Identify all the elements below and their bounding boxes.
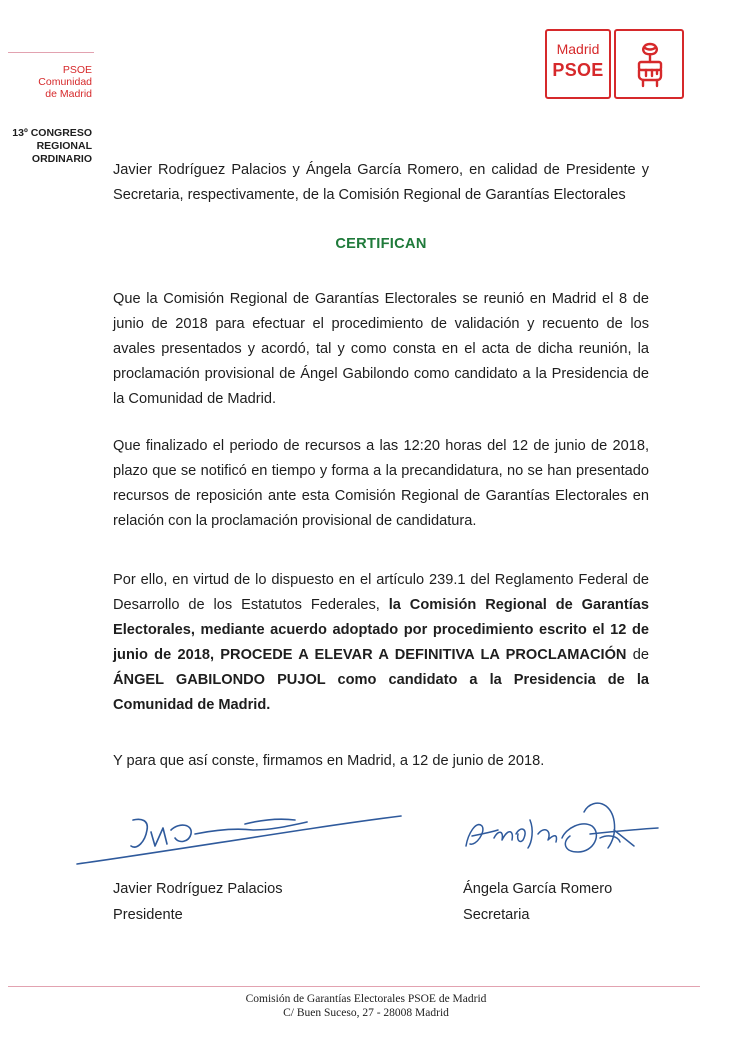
logo-psoe-text: PSOE	[552, 60, 604, 80]
organization-label	[8, 64, 92, 100]
psoe-madrid-logo	[545, 29, 684, 99]
logo-emblem-box	[614, 29, 684, 99]
logo-madrid-text: Madrid	[556, 41, 600, 57]
intro-paragraph: Javier Rodríguez Palacios y Ángela García Romero, en calidad de Presidente y Secretaria, respectivamente, de la Comisión Regional de Garantías Electorales	[113, 162, 649, 203]
logo-text-box	[545, 29, 611, 99]
paragraph-appeals: Que finalizado el periodo de recursos a las 12:20 horas del 12 de junio de 2018, plazo que se notificó en tiempo y forma a la precandidatura, no se han presentado recursos de reposición ante esta Comisión Regional de Garantías Electorales en relación con la proclamación provisional de candidatura.	[113, 438, 649, 529]
signer-role: Presidente	[113, 907, 183, 923]
certifican-heading: CERTIFICAN	[335, 236, 427, 252]
org-line: PSOE	[62, 64, 92, 76]
org-line: Comunidad	[38, 76, 92, 88]
resolution-bold-candidate: ÁNGEL GABILONDO PUJOL como candidato a la Presidencia de la Comunidad de Madrid.	[113, 672, 649, 713]
footer-divider	[8, 986, 700, 987]
secretary-signer	[463, 876, 612, 928]
paragraph-meeting: Que la Comisión Regional de Garantías Electorales se reunió en Madrid el 8 de junio de 2018 para efectuar el procedimiento de validación y recuento de los avales presentados y acordó, tal y como consta en el acta de dicha reunión, la proclamación provisional de Ángel Gabilondo como candidato a la Presidencia de la Comunidad de Madrid.	[113, 291, 649, 407]
resolution-connector: de	[626, 647, 650, 663]
president-signature	[75, 800, 405, 870]
congress-line: REGIONAL	[36, 140, 92, 152]
congress-label	[4, 127, 92, 166]
president-signer	[113, 876, 283, 928]
footer-line: C/ Buen Suceso, 27 - 28008 Madrid	[283, 1007, 449, 1019]
signer-role: Secretaria	[463, 907, 530, 923]
congress-line: ORDINARIO	[31, 153, 92, 165]
header-divider	[8, 52, 94, 53]
secretary-signature	[458, 790, 668, 880]
closing-paragraph: Y para que así conste, firmamos en Madrid, a 12 de junio de 2018.	[113, 753, 545, 769]
signer-name: Ángela García Romero	[463, 881, 613, 897]
resolution-bold-agreement: la Comisión Regional de Garantías Electorales, mediante acuerdo adoptado por procedimiento escrito el 12 de junio de 2018, PROCEDE A ELEVAR A DEFINITIVA LA PROCLAMACIÓN	[113, 597, 649, 663]
fist-and-rose-icon	[633, 40, 667, 88]
congress-line: 13º CONGRESO	[12, 127, 92, 139]
footer-line: Comisión de Garantías Electorales PSOE de Madrid	[245, 993, 487, 1005]
signer-name: Javier Rodríguez Palacios	[113, 881, 283, 897]
org-line: de Madrid	[45, 88, 92, 100]
paragraph-resolution	[113, 568, 649, 718]
footer-address	[0, 992, 732, 1020]
resolution-lead: Por ello, en virtud de lo dispuesto en el artículo 239.1 del Reglamento Federal de Desarrollo de los Estatutos Federales,	[113, 572, 649, 613]
